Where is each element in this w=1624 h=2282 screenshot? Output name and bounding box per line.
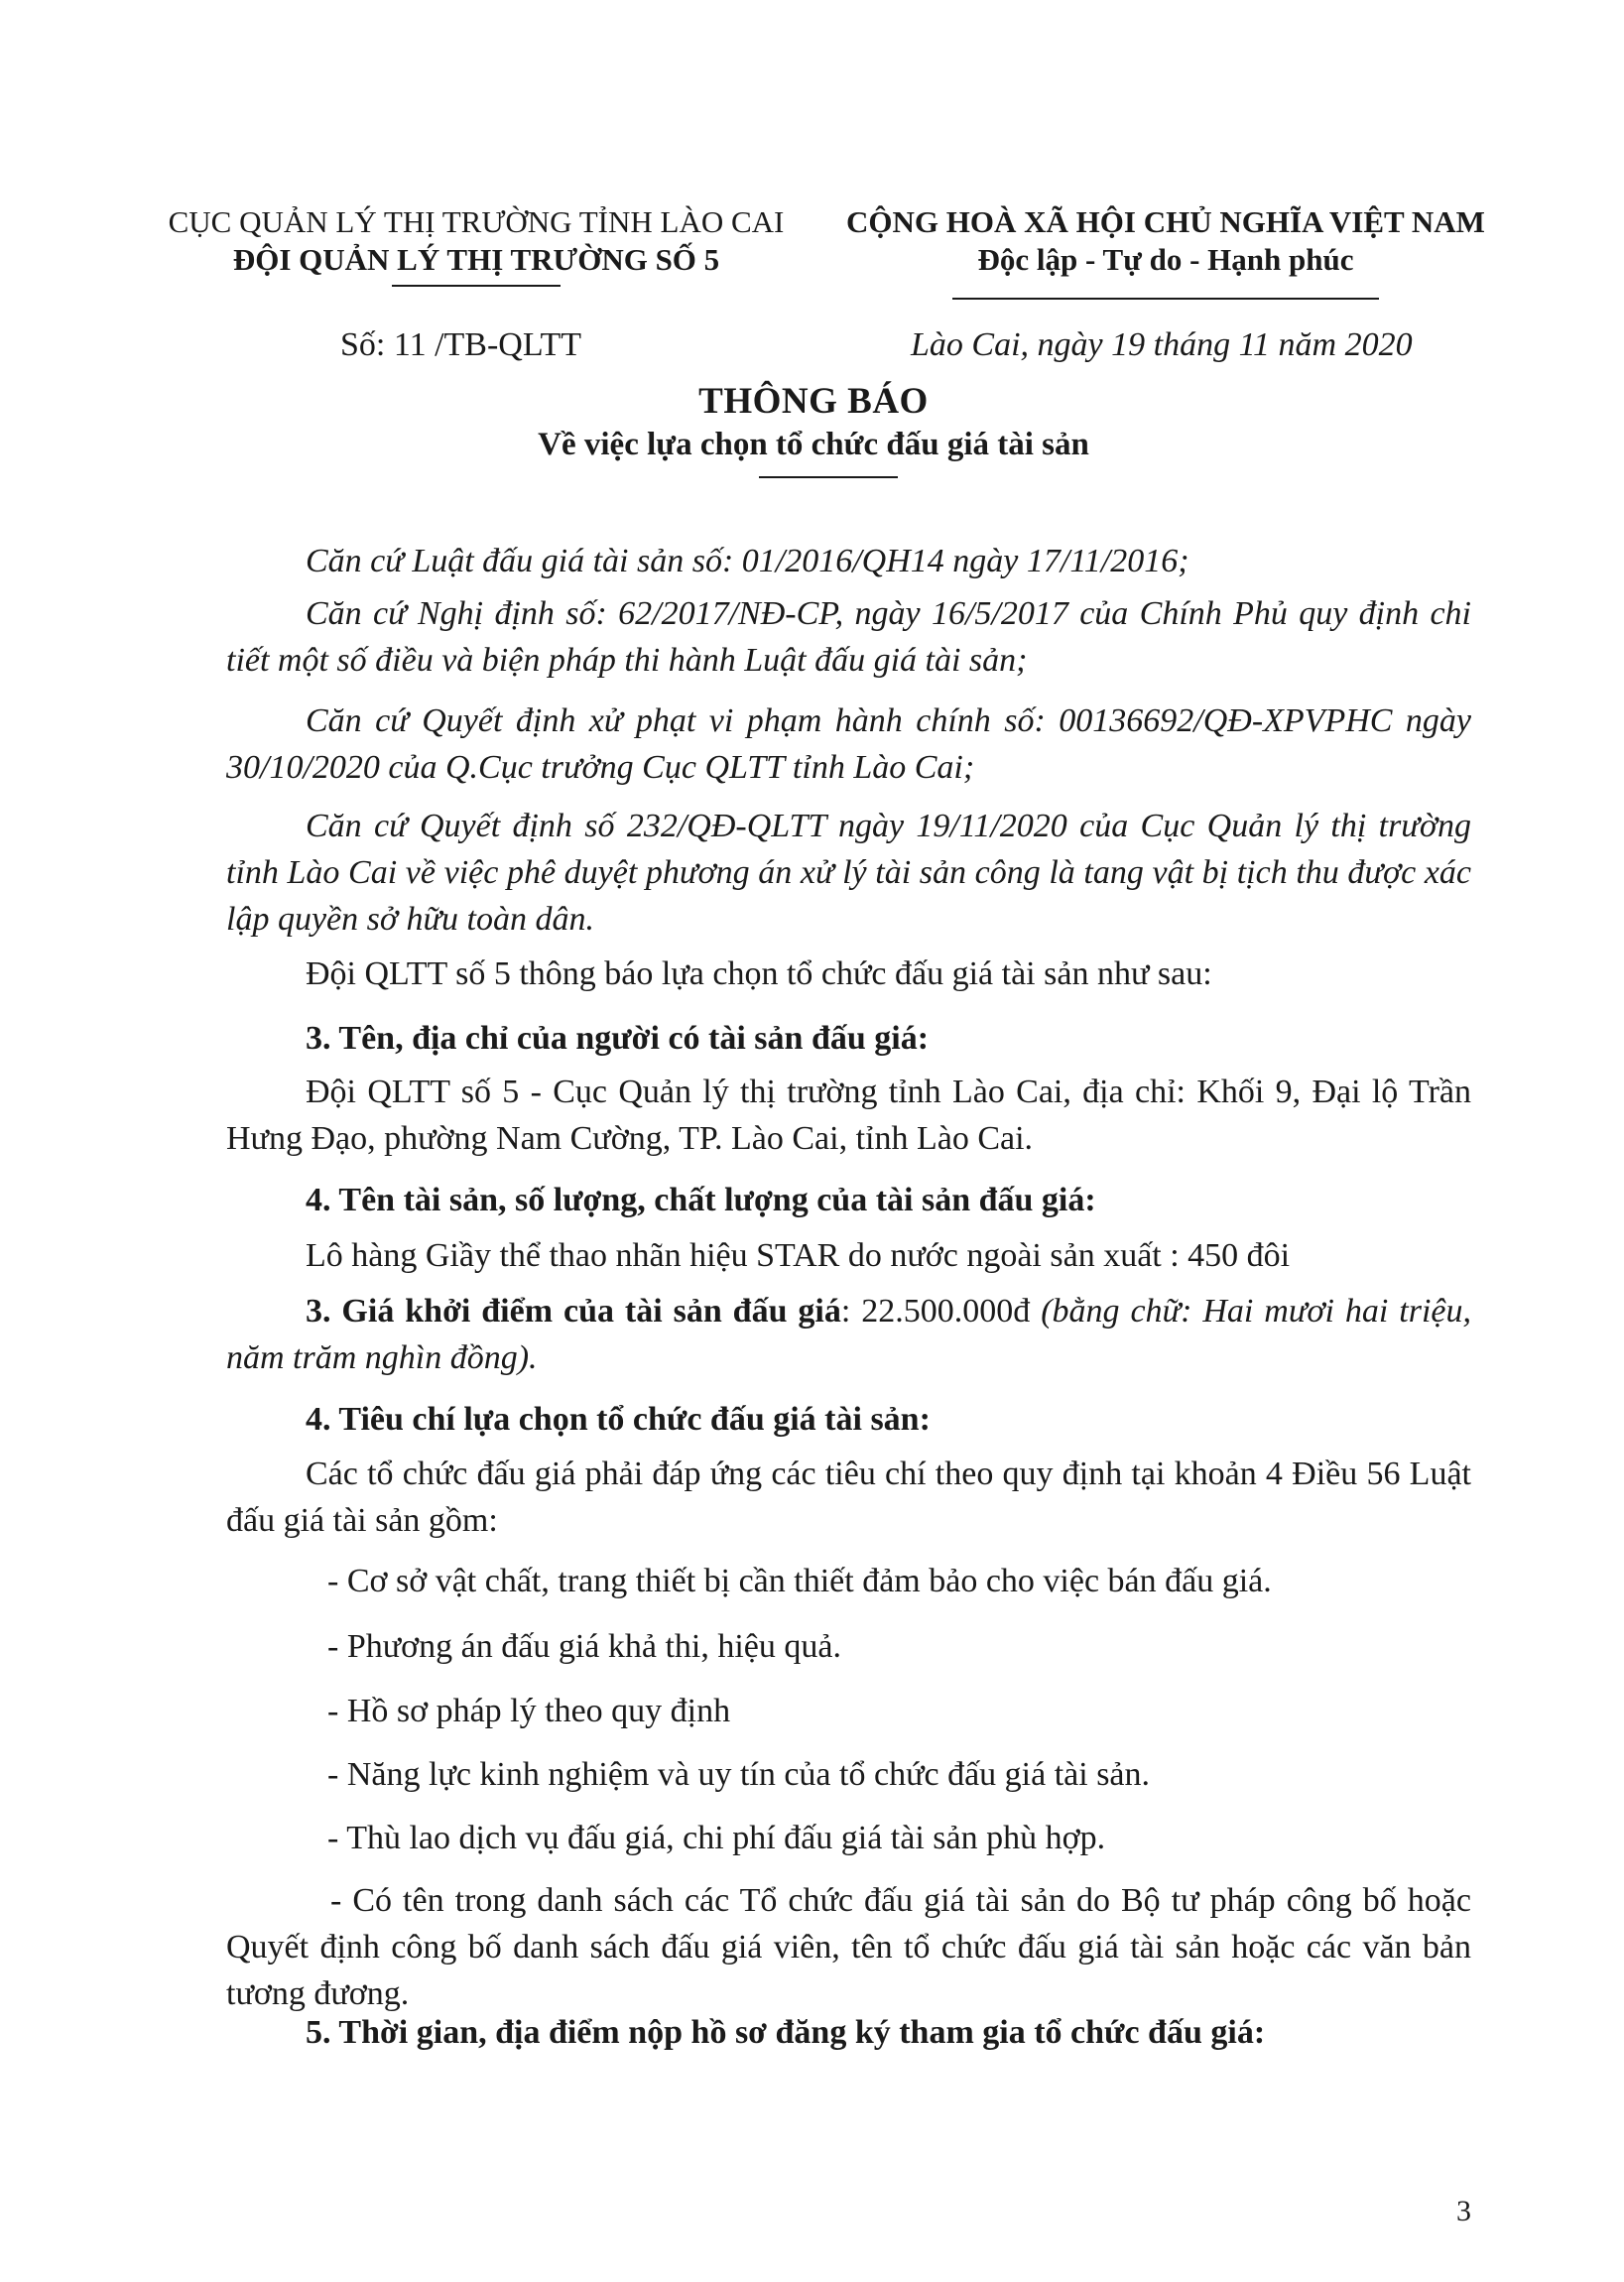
section-owner-heading: 3. Tên, địa chỉ của người có tài sản đấu giá: [306, 1020, 930, 1057]
section-owner-text: Đội QLTT số 5 - Cục Quản lý thị trường tỉnh Lào Cai, địa chỉ: Khối 9, Đại lộ Trần Hưng Đạo, phường Nam Cường, TP. Lào Cai, tỉnh Lào Cai. [226, 1074, 1471, 1157]
criteria-item-3: - Hồ sơ pháp lý theo quy định [327, 1693, 731, 1729]
page-number: 3 [1456, 2195, 1471, 2227]
document-title: THÔNG BÁO [698, 381, 929, 422]
section-price [226, 1288, 1471, 1381]
criteria-item-1: - Cơ sở vật chất, trang thiết bị cần thiết đảm bảo cho việc bán đấu giá. [327, 1563, 1272, 1599]
document-subtitle: Về việc lựa chọn tổ chức đấu giá tài sản [538, 427, 1089, 462]
section-asset-text: Lô hàng Giầy thể thao nhãn hiệu STAR do nước ngoài sản xuất : 450 đôi [306, 1237, 1291, 1274]
basis-line-3: Căn cứ Quyết định xử phạt vi phạm hành chính số: 00136692/QĐ-XPVPHC ngày 30/10/2020 của Q.Cục trưởng Cục QLTT tỉnh Lào Cai; [226, 702, 1471, 786]
motto-underline [952, 298, 1379, 300]
section-price-heading: 3. Giá khởi điểm của tài sản đấu giá [306, 1293, 841, 1330]
section-criteria-heading: 4. Tiêu chí lựa chọn tổ chức đấu giá tài sản: [306, 1401, 931, 1438]
criteria-item-2: - Phương án đấu giá khả thi, hiệu quả. [327, 1628, 841, 1665]
basis-line-1: Căn cứ Luật đấu giá tài sản số: 01/2016/QH14 ngày 17/11/2016; [306, 543, 1189, 579]
place-date: Lào Cai, ngày 19 tháng 11 năm 2020 [911, 326, 1413, 363]
national-title: CỘNG HOÀ XÃ HỘI CHỦ NGHĨA VIỆT NAM [846, 204, 1485, 239]
section-submission-heading: 5. Thời gian, địa điểm nộp hồ sơ đăng ký tham gia tổ chức đấu giá: [306, 2014, 1266, 2051]
unit-underline [392, 285, 561, 287]
criteria-item-4: - Năng lực kinh nghiệm và uy tín của tổ chức đấu giá tài sản. [327, 1756, 1151, 1793]
basis-line-2: Căn cứ Nghị định số: 62/2017/NĐ-CP, ngày 16/5/2017 của Chính Phủ quy định chi tiết một số điều và biện pháp thi hành Luật đấu giá tài sản; [226, 595, 1471, 679]
criteria-item-5: - Thù lao dịch vụ đấu giá, chi phí đấu giá tài sản phù hợp. [327, 1820, 1106, 1856]
basis-line-4: Căn cứ Quyết định số 232/QĐ-QLTT ngày 19/11/2020 của Cục Quản lý thị trường tỉnh Lào Cai về việc phê duyệt phương án xử lý tài sản công là tang vật bị tịch thu được xác lập quyền sở hữu toàn dân. [226, 808, 1471, 938]
unit-name: ĐỘI QUẢN LÝ THỊ TRƯỜNG SỐ 5 [232, 242, 720, 277]
subtitle-underline [759, 476, 898, 478]
agency-name: CỤC QUẢN LÝ THỊ TRƯỜNG TỈNH LÀO CAI [168, 204, 785, 239]
section-asset-heading: 4. Tên tài sản, số lượng, chất lượng của tài sản đấu giá: [306, 1182, 1096, 1218]
section-price-words: (bằng chữ: Hai mươi hai triệu, năm trăm nghìn đồng). [226, 1293, 1471, 1376]
national-motto: Độc lập - Tự do - Hạnh phúc [977, 242, 1354, 277]
criteria-item-6: - Có tên trong danh sách các Tổ chức đấu giá tài sản do Bộ tư pháp công bố hoặc Quyết định công bố danh sách đấu giá viên, tên tổ chức đấu giá tài sản hoặc các văn bản tương đương. [226, 1882, 1471, 2012]
section-criteria-intro: Các tổ chức đấu giá phải đáp ứng các tiêu chí theo quy định tại khoản 4 Điều 56 Luật đấu giá tài sản gồm: [226, 1456, 1471, 1539]
section-price-value: : 22.500.000đ [840, 1293, 1042, 1330]
intro-text: Đội QLTT số 5 thông báo lựa chọn tổ chức đấu giá tài sản như sau: [306, 955, 1212, 992]
document-number: Số: 11 /TB-QLTT [340, 326, 582, 363]
